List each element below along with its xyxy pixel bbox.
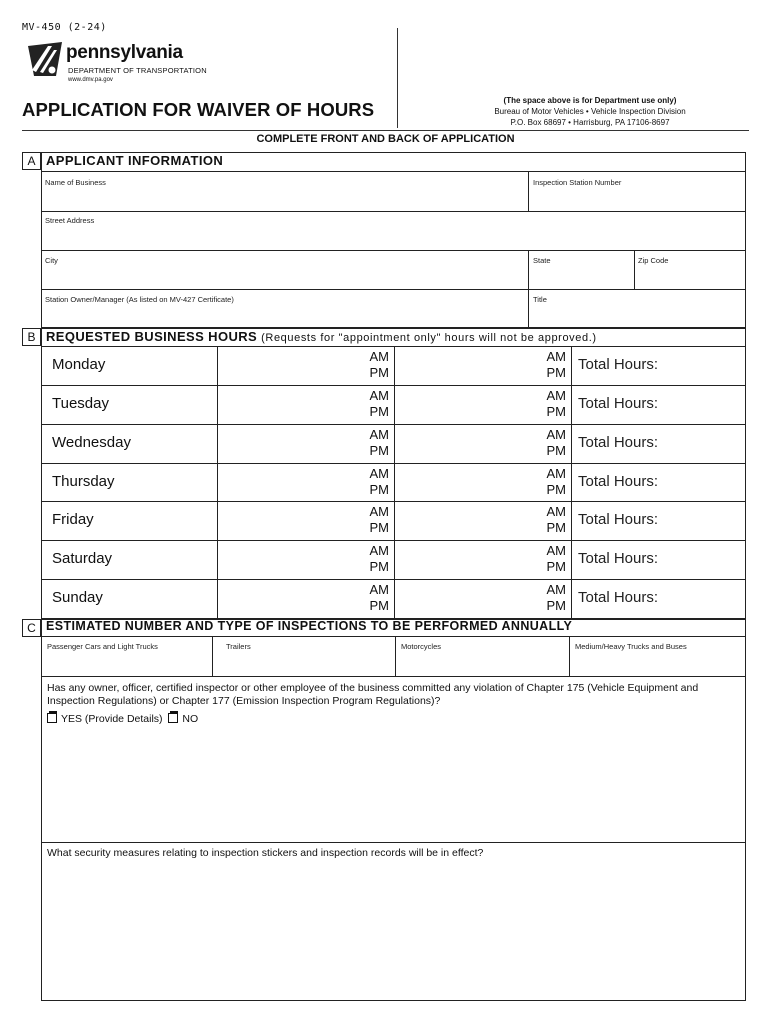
pm-label: PM [369,559,389,575]
pm-label: PM [546,365,566,380]
day-label-saturday: Saturday [52,550,113,568]
total-hours-field[interactable]: Total Hours: [578,550,659,568]
pm-label: PM [546,481,566,497]
close-time-input[interactable] [396,464,570,501]
divider [634,250,635,289]
am-label: AM [369,349,389,364]
am-label: AM [369,504,389,520]
day-label-monday: Monday [52,356,106,373]
pm-label: PM [546,559,566,575]
row-divider [41,424,746,425]
pm-label: PM [546,442,566,458]
divider [395,636,396,676]
page-title: APPLICATION FOR WAIVER OF HOURS [22,99,375,120]
open-time-input[interactable] [219,464,393,501]
divider [571,346,572,619]
am-label: AM [369,582,389,598]
dept-use-note: (The space above is for Department use only) [503,96,677,105]
divider [569,636,570,676]
instruction-banner: COMPLETE FRONT AND BACK OF APPLICATION [256,133,515,145]
pm-label: PM [369,598,389,614]
violation-question: Has any owner, officer, certified inspector or other employee of the business committed any violation of Chapter 175 (Vehicle Equipment and Inspection Regulations) or Chapter 177 (Emission Inspection Program Regulations)? [47,682,699,707]
section-b-letter: B [22,328,41,346]
trailers-field[interactable]: Trailers [226,642,251,651]
divider [41,636,746,637]
divider [41,211,746,212]
day-label-tuesday: Tuesday [52,394,109,412]
name-of-business-field[interactable]: Name of Business [45,178,106,187]
passenger-cars-field[interactable]: Passenger Cars and Light Trucks [47,642,158,651]
divider [41,171,746,172]
section-b-subtitle: (Requests for "appointment only" hours will not be approved.) [261,332,597,344]
total-hours-field[interactable]: Total Hours: [578,394,659,412]
open-time-input[interactable] [219,386,393,423]
day-label-sunday: Sunday [52,589,103,607]
am-label: AM [546,426,566,442]
am-label: AM [369,426,389,442]
title-field[interactable]: Title [533,295,547,304]
pm-label: PM [369,481,389,497]
am-label: AM [546,349,566,364]
section-a-letter: A [22,152,41,170]
am-label: AM [369,387,389,403]
city-field[interactable]: City [45,256,58,265]
row-divider [41,579,746,580]
day-label-thursday: Thursday [52,472,115,490]
close-time-input[interactable] [396,580,570,617]
total-hours-field[interactable]: Total Hours: [578,433,659,451]
row-divider [41,385,746,386]
address-line-2: P.O. Box 68697 • Harrisburg, PA 17106-8697 [510,118,670,127]
total-hours-field[interactable]: Total Hours: [578,356,659,373]
divider [212,636,213,676]
open-time-input[interactable] [219,347,393,384]
zip-code-field[interactable]: Zip Code [638,256,669,265]
no-checkbox[interactable] [168,713,178,723]
divider [41,289,746,290]
pm-label: PM [369,365,389,380]
pm-label: PM [369,520,389,536]
divider [394,346,395,619]
close-time-input[interactable] [396,386,570,423]
form-id: MV-450 (2-24) [22,22,107,33]
total-hours-field[interactable]: Total Hours: [578,511,659,529]
am-label: AM [546,543,566,559]
am-label: AM [369,465,389,481]
agency-name: pennsylvania [66,42,183,63]
street-address-field[interactable]: Street Address [45,216,95,225]
pm-label: PM [369,442,389,458]
day-label-wednesday: Wednesday [52,433,131,451]
open-time-input[interactable] [219,502,393,539]
section-b-title [46,329,597,344]
pm-label: PM [546,403,566,419]
yes-no-options [47,713,742,726]
divider [217,346,218,619]
pm-label: PM [546,598,566,614]
divider [41,250,746,251]
owner-manager-field[interactable]: Station Owner/Manager (As listed on MV-427 Certificate) [45,295,234,304]
yes-checkbox[interactable] [47,713,57,723]
agency-url: www.dmv.pa.gov [68,77,113,83]
open-time-input[interactable] [219,580,393,617]
total-hours-field[interactable]: Total Hours: [578,472,659,490]
am-label: AM [546,465,566,481]
department-name: DEPARTMENT OF TRANSPORTATION [68,66,207,75]
section-c-letter: C [22,619,41,637]
day-label-friday: Friday [52,511,94,529]
no-label: NO [182,713,199,725]
divider [528,171,529,212]
open-time-input[interactable] [219,541,393,578]
open-time-input[interactable] [219,425,393,462]
close-time-input[interactable] [396,425,570,462]
section-a-title: APPLICANT INFORMATION [46,153,224,168]
motorcycles-field[interactable]: Motorcycles [401,642,442,651]
row-divider [41,463,746,464]
security-question: What security measures relating to inspection stickers and inspection records will be in effect? [47,847,484,859]
am-label: AM [546,582,566,598]
row-divider [41,540,746,541]
header-divider [397,28,398,128]
header-rule [22,130,749,131]
close-time-input[interactable] [396,347,570,384]
divider [41,676,746,677]
divider [41,842,746,843]
state-field[interactable]: State [533,256,551,265]
row-divider [41,501,746,502]
station-number-field[interactable]: Inspection Station Number [533,178,622,187]
close-time-input[interactable] [396,541,570,578]
am-label: AM [546,504,566,520]
close-time-input[interactable] [396,502,570,539]
yes-label: YES (Provide Details) [61,713,163,725]
section-c-title: ESTIMATED NUMBER AND TYPE OF INSPECTIONS TO BE PERFORMED ANNUALLY [46,619,573,633]
total-hours-field[interactable]: Total Hours: [578,589,659,607]
pm-label: PM [369,403,389,419]
keystone-logo-icon [26,40,64,78]
medium-heavy-trucks-field[interactable]: Medium/Heavy Trucks and Buses [575,642,687,651]
pm-label: PM [546,520,566,536]
address-line-1: Bureau of Motor Vehicles • Vehicle Inspection Division [494,107,686,116]
am-label: AM [369,543,389,559]
section-b-heading: REQUESTED BUSINESS HOURS [46,329,258,344]
am-label: AM [546,387,566,403]
